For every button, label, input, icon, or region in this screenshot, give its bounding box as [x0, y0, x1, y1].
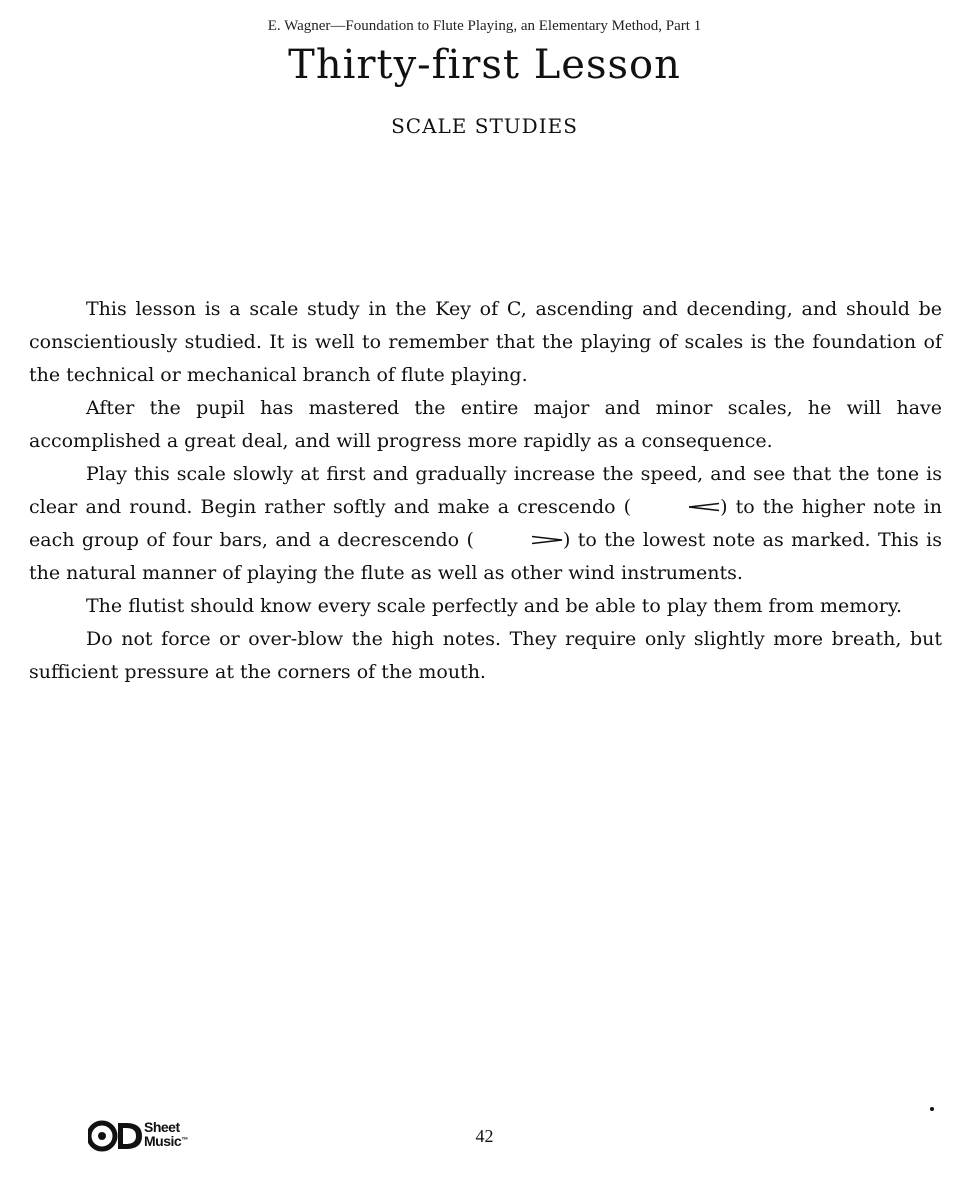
paragraph-3-part-2: ) to the higher note in each group of four bars, and a decrescendo (: [29, 496, 942, 551]
decrescendo-hairpin-icon: [474, 523, 563, 556]
paragraph-3-part-3: ) to the lowest note as marked. This is the natural manner of playing the flute as well as other wind instruments.: [29, 529, 942, 584]
paragraph-4: The flutist should know every scale perfectly and be able to play them from memory.: [86, 595, 903, 617]
lesson-body: [29, 293, 942, 689]
crescendo-hairpin-icon: [631, 490, 720, 523]
logo-sheet-label: Sheet: [144, 1119, 180, 1135]
paragraph-5: Do not force or over-blow the high notes. They require only slightly more breath, but sufficient pressure at the corners of the mouth.: [29, 628, 942, 683]
paragraph-3: [29, 458, 942, 590]
page-subtitle: SCALE STUDIES: [391, 114, 578, 138]
logo-trademark: ™: [181, 1137, 188, 1144]
paragraph-1: This lesson is a scale study in the Key of C, ascending and decending, and should be conscientiously studied. It is well to remember that the playing of scales is the foundation of the technical or mechanical branch of flute playing.: [29, 298, 942, 386]
page-number: 42: [475, 1126, 494, 1146]
paragraph-2: After the pupil has mastered the entire major and minor scales, he will have accomplished a great deal, and will progress more rapidly as a consequence.: [29, 397, 942, 452]
page-title: Thirty-first Lesson: [288, 42, 681, 88]
running-header: E. Wagner—Foundation to Flute Playing, an Elementary Method, Part 1: [267, 18, 702, 34]
logo-music-word: Music: [144, 1133, 182, 1149]
ink-speck: [930, 1107, 934, 1111]
paragraph-3-part-1: Play this scale slowly at first and gradually increase the speed, and see that the tone is clear and round. Begin rather softly and make a crescendo (: [29, 463, 942, 518]
